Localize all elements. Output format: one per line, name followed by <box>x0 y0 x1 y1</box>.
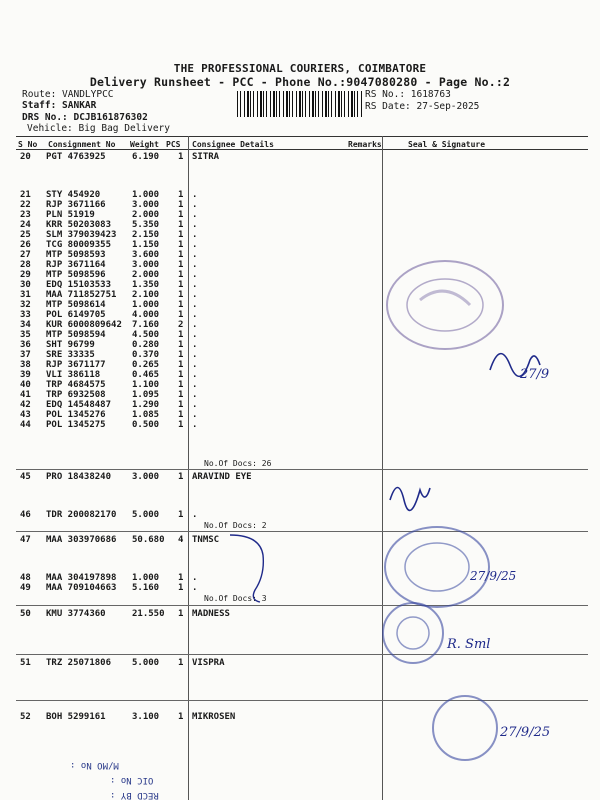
row-consignment-no: RJP 3671164 <box>46 260 106 270</box>
row-pcs: 1 <box>178 230 184 240</box>
barcode-bar <box>335 91 336 117</box>
footer-mmo: M/MO No : <box>70 760 119 770</box>
row-weight: 0.465 <box>132 370 160 380</box>
row-dot: . <box>192 420 198 430</box>
row-consignee: MIKROSEN <box>192 712 236 722</box>
row-pcs: 4 <box>178 535 184 545</box>
barcode-bar <box>289 91 290 117</box>
row-weight: 2.150 <box>132 230 160 240</box>
rs-number: RS No.: 1618763 <box>365 89 451 100</box>
row-sno: 46 <box>20 510 31 520</box>
row-pcs: 1 <box>178 390 184 400</box>
header-bottom-rule <box>16 149 588 150</box>
row-sno: 31 <box>20 290 31 300</box>
row-sno: 48 <box>20 573 31 583</box>
barcode-bar <box>328 91 329 117</box>
row-weight: 5.160 <box>132 583 160 593</box>
row-sno: 42 <box>20 400 31 410</box>
row-sno: 47 <box>20 535 31 545</box>
group-separator <box>16 605 588 606</box>
row-consignee: SITRA <box>192 152 220 162</box>
row-weight: 1.350 <box>132 280 160 290</box>
row-dot: . <box>192 370 198 380</box>
row-weight: 0.280 <box>132 340 160 350</box>
barcode-bar <box>361 91 362 117</box>
row-consignee: TNMSC <box>192 535 220 545</box>
barcode-bar <box>240 91 241 117</box>
vehicle-text: Vehicle: Big Bag Delivery <box>27 123 170 134</box>
row-pcs: 1 <box>178 370 184 380</box>
runsheet-subtitle: Delivery Runsheet - PCC - Phone No.:9047080280 - Page No.:2 <box>89 75 511 89</box>
row-sno: 25 <box>20 230 31 240</box>
row-consignment-no: PLN 51919 <box>46 210 95 220</box>
row-sno: 27 <box>20 250 31 260</box>
barcode-bar <box>309 91 310 117</box>
row-consignment-no: RJP 3671166 <box>46 200 106 210</box>
row-consignment-no: SLM 379039423 <box>46 230 117 240</box>
row-consignment-no: MTP 5098594 <box>46 330 106 340</box>
row-consignment-no: EDQ 15103533 <box>46 280 112 290</box>
row-weight: 2.000 <box>132 210 160 220</box>
row-sno: 40 <box>20 380 31 390</box>
barcode-bar <box>302 91 303 117</box>
row-pcs: 1 <box>178 300 184 310</box>
row-consignment-no: MTP 5098593 <box>46 250 106 260</box>
madness-stamp <box>375 598 505 668</box>
row-weight: 5.000 <box>132 658 160 668</box>
barcode-bar <box>286 91 288 117</box>
barcode-bar <box>250 91 251 117</box>
row-consignment-no: POL 6149705 <box>46 310 106 320</box>
barcode-bar <box>299 91 301 117</box>
group-separator <box>16 700 588 701</box>
row-pcs: 1 <box>178 280 184 290</box>
row-dot: . <box>192 340 198 350</box>
row-consignee: VISPRA <box>192 658 225 668</box>
row-sno: 23 <box>20 210 31 220</box>
barcode <box>237 91 362 117</box>
row-dot: . <box>192 350 198 360</box>
row-consignment-no: MTP 5098596 <box>46 270 106 280</box>
courier-stamp <box>380 250 510 360</box>
row-consignee: MADNESS <box>192 609 230 619</box>
barcode-bar <box>296 91 297 117</box>
barcode-bar <box>322 91 323 117</box>
company-title: THE PROFESSIONAL COURIERS, COIMBATORE <box>173 62 427 75</box>
row-sno: 51 <box>20 658 31 668</box>
group-separator <box>16 654 588 655</box>
row-dot: . <box>192 290 198 300</box>
row-dot: . <box>192 300 198 310</box>
row-pcs: 1 <box>178 510 184 520</box>
barcode-bar <box>341 91 342 117</box>
barcode-bar <box>357 91 358 117</box>
row-dot: . <box>192 360 198 370</box>
row-pcs: 1 <box>178 210 184 220</box>
row-consignment-no: TDR 200082170 <box>46 510 117 520</box>
row-weight: 1.000 <box>132 190 160 200</box>
row-dot: . <box>192 250 198 260</box>
docs-count: No.Of Docs: 2 <box>204 521 267 530</box>
svg-text:R. Sml: R. Sml <box>447 637 491 652</box>
row-sno: 41 <box>20 390 31 400</box>
row-consignment-no: VLI 386118 <box>46 370 101 380</box>
row-sno: 37 <box>20 350 31 360</box>
barcode-bar <box>244 91 245 117</box>
docs-count: No.Of Docs: 3 <box>204 594 267 603</box>
row-consignment-no: MAA 303970686 <box>46 535 117 545</box>
row-consignment-no: TRP 4684575 <box>46 380 106 390</box>
row-consignment-no: POL 1345276 <box>46 410 106 420</box>
barcode-bar <box>315 91 316 117</box>
row-dot: . <box>192 320 198 330</box>
barcode-bar <box>260 91 262 117</box>
barcode-bar <box>344 91 345 117</box>
row-pcs: 1 <box>178 200 184 210</box>
barcode-bar <box>270 91 271 117</box>
barcode-bar <box>263 91 264 117</box>
row-pcs: 1 <box>178 350 184 360</box>
row-pcs: 1 <box>178 290 184 300</box>
row-pcs: 1 <box>178 310 184 320</box>
row-sno: 33 <box>20 310 31 320</box>
group-separator <box>16 469 588 470</box>
footer-recd: RECD BY : <box>110 790 159 800</box>
row-consignment-no: KMU 3774360 <box>46 609 106 619</box>
col-seal: Seal & Signature <box>408 140 486 149</box>
row-pcs: 1 <box>178 190 184 200</box>
barcode-bar <box>247 91 249 117</box>
drs-number: DRS No.: DCJB161876302 <box>22 112 148 123</box>
row-sno: 52 <box>20 712 31 722</box>
signature-2 <box>380 470 440 520</box>
row-weight: 1.095 <box>132 390 160 400</box>
row-consignment-no: TRZ 25071806 <box>46 658 112 668</box>
row-sno: 22 <box>20 200 31 210</box>
barcode-bar <box>266 91 267 117</box>
row-sno: 50 <box>20 609 31 619</box>
barcode-bar <box>331 91 332 117</box>
row-consignment-no: PRO 18438240 <box>46 472 112 482</box>
rs-date: RS Date: 27-Sep-2025 <box>365 101 480 112</box>
row-pcs: 1 <box>178 420 184 430</box>
row-weight: 4.500 <box>132 330 160 340</box>
barcode-bar <box>276 91 277 117</box>
row-pcs: 1 <box>178 609 184 619</box>
row-pcs: 1 <box>178 240 184 250</box>
row-sno: 43 <box>20 410 31 420</box>
row-pcs: 1 <box>178 583 184 593</box>
row-dot: . <box>192 510 198 520</box>
row-dot: . <box>192 220 198 230</box>
row-dot: . <box>192 260 198 270</box>
col-consignment: Consignment No <box>48 140 116 149</box>
row-consignment-no: MTP 5098614 <box>46 300 106 310</box>
row-pcs: 1 <box>178 250 184 260</box>
barcode-bar <box>273 91 275 117</box>
row-pcs: 1 <box>178 712 184 722</box>
row-dot: . <box>192 210 198 220</box>
barcode-bar <box>253 91 254 117</box>
barcode-bar <box>279 91 280 117</box>
barcode-bar <box>283 91 284 117</box>
row-sno: 38 <box>20 360 31 370</box>
svg-text:27/9/25: 27/9/25 <box>470 569 517 583</box>
row-sno: 32 <box>20 300 31 310</box>
row-sno: 36 <box>20 340 31 350</box>
row-sno: 49 <box>20 583 31 593</box>
svg-text:27/9/25: 27/9/25 <box>500 725 551 740</box>
row-consignment-no: TRP 6932508 <box>46 390 106 400</box>
row-weight: 50.680 <box>132 535 165 545</box>
row-pcs: 1 <box>178 152 184 162</box>
group-separator <box>16 531 588 532</box>
row-consignment-no: POL 1345275 <box>46 420 106 430</box>
barcode-bar <box>292 91 293 117</box>
row-consignment-no: STY 454920 <box>46 190 101 200</box>
row-weight: 2.000 <box>132 270 160 280</box>
row-sno: 39 <box>20 370 31 380</box>
barcode-bar <box>305 91 306 117</box>
tnmsc-stamp <box>375 522 550 617</box>
row-weight: 1.085 <box>132 410 160 420</box>
row-sno: 29 <box>20 270 31 280</box>
row-pcs: 1 <box>178 330 184 340</box>
row-consignment-no: SRE 33335 <box>46 350 95 360</box>
row-consignment-no: KRR 50203083 <box>46 220 112 230</box>
row-consignment-no: PGT 4763925 <box>46 152 106 162</box>
barcode-bar <box>312 91 314 117</box>
row-weight: 21.550 <box>132 609 165 619</box>
row-weight: 2.100 <box>132 290 160 300</box>
barcode-bar <box>348 91 349 117</box>
row-weight: 3.000 <box>132 472 160 482</box>
row-dot: . <box>192 400 198 410</box>
col-pcs: PCS <box>166 140 181 149</box>
row-sno: 24 <box>20 220 31 230</box>
row-dot: . <box>192 240 198 250</box>
row-pcs: 1 <box>178 400 184 410</box>
row-weight: 1.150 <box>132 240 160 250</box>
row-sno: 34 <box>20 320 31 330</box>
row-dot: . <box>192 280 198 290</box>
barcode-bar <box>354 91 355 117</box>
row-consignment-no: TCG 80009355 <box>46 240 112 250</box>
row-consignment-no: SHT 96799 <box>46 340 95 350</box>
row-sno: 44 <box>20 420 31 430</box>
row-dot: . <box>192 410 198 420</box>
barcode-bar <box>351 91 353 117</box>
barcode-bar <box>325 91 327 117</box>
docs-count: No.Of Docs: 26 <box>204 459 272 468</box>
row-sno: 26 <box>20 240 31 250</box>
row-dot: . <box>192 330 198 340</box>
row-dot: . <box>192 583 198 593</box>
row-weight: 0.500 <box>132 420 160 430</box>
row-consignment-no: MAA 709104663 <box>46 583 117 593</box>
svg-text:27/9: 27/9 <box>520 367 550 382</box>
row-dot: . <box>192 310 198 320</box>
row-sno: 20 <box>20 152 31 162</box>
row-weight: 3.100 <box>132 712 160 722</box>
col-weight: Weight <box>130 140 159 149</box>
row-weight: 3.000 <box>132 260 160 270</box>
row-pcs: 1 <box>178 220 184 230</box>
row-pcs: 1 <box>178 260 184 270</box>
row-dot: . <box>192 190 198 200</box>
mikrosen-stamp <box>410 690 580 765</box>
row-sno: 21 <box>20 190 31 200</box>
row-pcs: 2 <box>178 320 184 330</box>
footer-oic: OIC No : <box>110 775 154 785</box>
col-consignee: Consignee Details <box>192 140 274 149</box>
row-weight: 0.265 <box>132 360 160 370</box>
row-dot: . <box>192 573 198 583</box>
row-pcs: 1 <box>178 270 184 280</box>
row-pcs: 1 <box>178 472 184 482</box>
row-consignee: ARAVIND EYE <box>192 472 252 482</box>
barcode-bar <box>237 91 238 117</box>
row-weight: 7.160 <box>132 320 160 330</box>
row-weight: 4.000 <box>132 310 160 320</box>
row-consignment-no: KUR 6000809642 <box>46 320 122 330</box>
row-weight: 1.000 <box>132 573 160 583</box>
row-consignment-no: BOH 5299161 <box>46 712 106 722</box>
row-sno: 30 <box>20 280 31 290</box>
row-sno: 28 <box>20 260 31 270</box>
row-sno: 35 <box>20 330 31 340</box>
row-weight: 5.000 <box>132 510 160 520</box>
col-sno: S No <box>18 140 38 149</box>
row-dot: . <box>192 230 198 240</box>
signature-1 <box>480 320 570 390</box>
row-dot: . <box>192 200 198 210</box>
row-consignment-no: RJP 3671177 <box>46 360 106 370</box>
row-pcs: 1 <box>178 658 184 668</box>
row-pcs: 1 <box>178 360 184 370</box>
barcode-bar <box>338 91 340 117</box>
row-weight: 0.370 <box>132 350 160 360</box>
row-dot: . <box>192 390 198 400</box>
table-top-rule <box>16 136 588 137</box>
row-weight: 3.000 <box>132 200 160 210</box>
row-pcs: 1 <box>178 380 184 390</box>
row-weight: 1.100 <box>132 380 160 390</box>
row-dot: . <box>192 380 198 390</box>
row-pcs: 1 <box>178 573 184 583</box>
row-weight: 6.190 <box>132 152 160 162</box>
row-weight: 3.600 <box>132 250 160 260</box>
row-weight: 1.290 <box>132 400 160 410</box>
row-pcs: 1 <box>178 340 184 350</box>
route-text: Route: VANDLYPCC <box>22 89 114 100</box>
barcode-bar <box>318 91 319 117</box>
row-consignment-no: MAA 304197898 <box>46 573 117 583</box>
row-weight: 5.350 <box>132 220 160 230</box>
staff-text: Staff: SANKAR <box>22 100 97 111</box>
row-consignment-no: EDQ 14548487 <box>46 400 112 410</box>
row-weight: 1.000 <box>132 300 160 310</box>
row-dot: . <box>192 270 198 280</box>
row-pcs: 1 <box>178 410 184 420</box>
row-sno: 45 <box>20 472 31 482</box>
row-consignment-no: MAA 711852751 <box>46 290 117 300</box>
col-remarks: Remarks <box>348 140 382 149</box>
barcode-bar <box>257 91 258 117</box>
